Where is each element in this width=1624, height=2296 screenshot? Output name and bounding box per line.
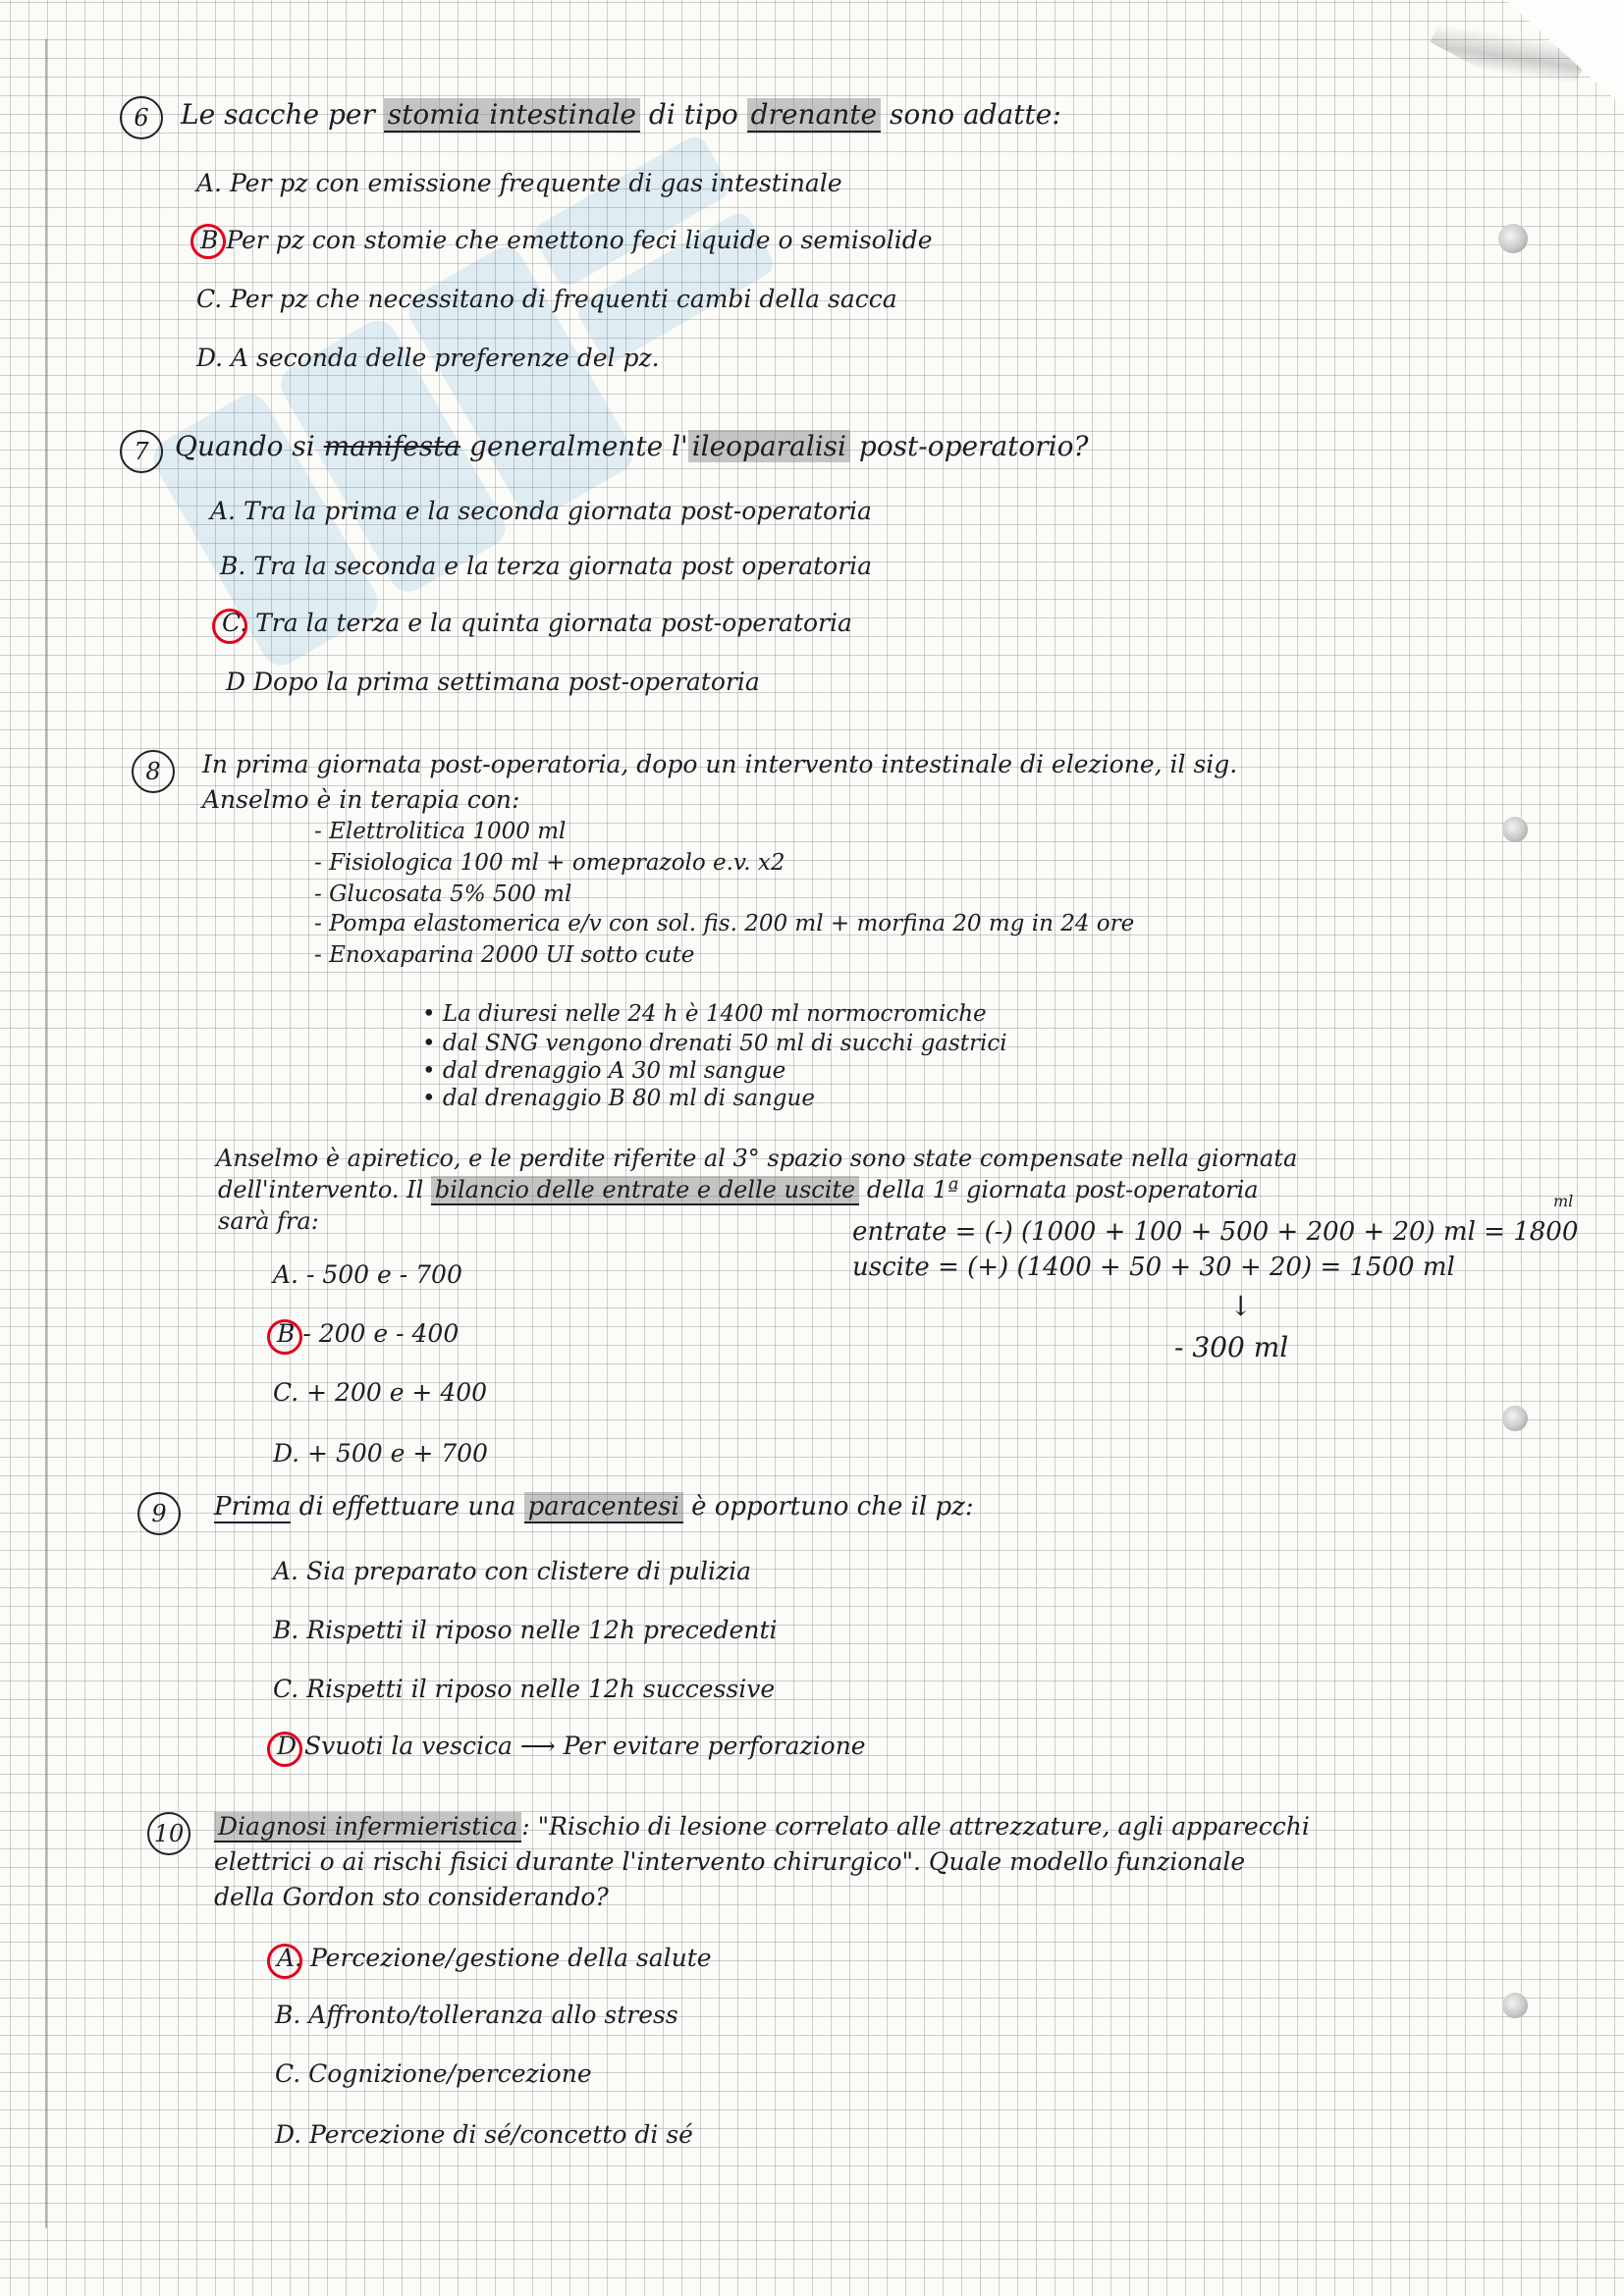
highlighted-term: Diagnosi infermieristica — [214, 1812, 521, 1842]
therapy-item: - Enoxaparina 2000 UI sotto cute — [314, 942, 695, 968]
question-number-label: 8 — [145, 758, 161, 785]
question-text-part: di effettuare una — [298, 1492, 516, 1522]
question-number — [137, 1492, 181, 1535]
question-number-label: 9 — [151, 1500, 167, 1527]
correct-answer-circle — [212, 609, 247, 644]
question-text-part: della 1ª giornata post-operatoria — [866, 1176, 1259, 1203]
answer-option: D Dopo la prima settimana post-operatoria — [226, 667, 760, 696]
highlighted-term: stomia intestinale — [384, 98, 640, 133]
punch-hole — [1498, 224, 1528, 253]
question-number — [120, 96, 163, 139]
calc-entrate: entrate = (-) (1000 + 100 + 500 + 200 + 20) ml = 1800 — [852, 1217, 1579, 1247]
highlighted-term: ileoparalisi — [688, 430, 850, 462]
punch-hole — [1502, 1406, 1528, 1431]
punch-hole — [1502, 1993, 1528, 2018]
question-paragraph: sarà fra: — [218, 1207, 319, 1235]
finding-item: • dal drenaggio B 80 ml di sangue — [422, 1086, 815, 1111]
therapy-item: - Glucosata 5% 500 ml — [314, 881, 572, 907]
answer-option: A. - 500 e - 700 — [273, 1260, 462, 1289]
answer-option: B Per pz con stomie che emettono feci liquide o semisolide — [200, 226, 933, 254]
question-number — [132, 750, 175, 793]
question-text — [181, 98, 1061, 131]
question-text — [175, 430, 1089, 462]
question-text-part: : "Rischio di lesione correlato alle attrezzature, agli apparecchi — [521, 1812, 1310, 1841]
question-paragraph — [218, 1176, 1259, 1203]
answer-option: D. A seconda delle preferenze del pz. — [196, 344, 660, 372]
correct-answer-circle — [267, 1944, 302, 1979]
question-number — [120, 430, 163, 473]
struck-word: manifesta — [323, 430, 461, 462]
correct-answer-circle — [267, 1732, 302, 1767]
answer-option: A. Per pz con emissione frequente di gas intestinale — [196, 169, 842, 197]
correct-answer-circle — [267, 1319, 302, 1355]
question-number-label: 6 — [134, 104, 149, 132]
answer-option: B. Affronto/tolleranza allo stress — [275, 2001, 678, 2029]
question-number-label: 7 — [134, 438, 149, 465]
question-text — [214, 1812, 1310, 1841]
question-number — [147, 1812, 190, 1855]
finding-item: • dal SNG vengono drenati 50 ml di succhi gastrici — [422, 1031, 1007, 1056]
highlighted-term: paracentesi — [524, 1492, 683, 1523]
calc-uscite: uscite = (+) (1400 + 50 + 30 + 20) = 1500 ml — [852, 1253, 1455, 1282]
answer-option: C. Cognizione/percezione — [275, 2059, 592, 2088]
therapy-item: - Fisiologica 100 ml + omeprazolo e.v. x2 — [314, 850, 785, 876]
answer-option: A. Tra la prima e la seconda giornata post-operatoria — [210, 497, 872, 525]
answer-option: D. Percezione di sé/concetto di sé — [275, 2120, 693, 2149]
folded-corner — [1506, 0, 1624, 108]
answer-option: C. Tra la terza e la quinta giornata post-operatoria — [222, 609, 852, 637]
answer-option: D. + 500 e + 700 — [273, 1439, 488, 1468]
highlighted-term: bilancio delle entrate e delle uscite — [431, 1176, 859, 1205]
calc-unit-note: ml — [1553, 1192, 1574, 1210]
answer-option: C. Rispetti il riposo nelle 12h successive — [273, 1675, 776, 1703]
question-paragraph: Anselmo è apiretico, e le perdite riferite al 3° spazio sono state compensate nella giornata — [216, 1145, 1298, 1172]
answer-option: C. + 200 e + 400 — [273, 1378, 488, 1407]
answer-option: B - 200 e - 400 — [277, 1319, 460, 1348]
highlighted-term: drenante — [747, 98, 881, 133]
question-text-part: è opportuno che il pz: — [691, 1492, 974, 1522]
answer-option: B. Tra la seconda e la terza giornata post operatoria — [220, 552, 873, 580]
calc-result: - 300 ml — [1174, 1331, 1289, 1363]
therapy-item: - Elettrolitica 1000 ml — [314, 819, 567, 844]
question-text-line: della Gordon sto considerando? — [214, 1883, 609, 1911]
question-text-line: Anselmo è in terapia con: — [202, 785, 520, 814]
question-text-part: Le sacche per — [181, 98, 375, 131]
finding-item: • La diuresi nelle 24 h è 1400 ml normocromiche — [422, 1001, 987, 1027]
question-text-line: In prima giornata post-operatoria, dopo un intervento intestinale di elezione, il sig. — [202, 750, 1238, 778]
question-number-label: 10 — [153, 1820, 185, 1847]
therapy-item: - Pompa elastomerica e/v con sol. fis. 200 ml + morfina 20 mg in 24 ore — [314, 911, 1135, 936]
question-text-part: Quando si — [175, 430, 315, 462]
answer-option: C. Per pz che necessitano di frequenti cambi della sacca — [196, 285, 897, 313]
margin-rule — [45, 39, 47, 2228]
underlined-word: Prima — [214, 1492, 292, 1522]
correct-answer-circle — [190, 224, 226, 259]
question-text-part: di tipo — [648, 98, 738, 131]
calc-arrow: ↓ — [1229, 1290, 1253, 1322]
answer-option: B. Rispetti il riposo nelle 12h precedenti — [273, 1616, 778, 1644]
answer-option: A. Sia preparato con clistere di pulizia — [273, 1557, 752, 1585]
question-text-part: generalmente l' — [469, 430, 688, 462]
answer-option: A. Percezione/gestione della salute — [277, 1944, 712, 1972]
answer-option: D Svuoti la vescica ⟶ Per evitare perforazione — [277, 1732, 866, 1760]
question-text-part: dell'intervento. Il — [218, 1176, 424, 1203]
punch-hole — [1502, 817, 1528, 842]
question-text-part: sono adatte: — [889, 98, 1061, 131]
finding-item: • dal drenaggio A 30 ml sangue — [422, 1058, 786, 1084]
question-text-part: post-operatorio? — [858, 430, 1089, 462]
question-text — [214, 1492, 974, 1522]
question-text-line: elettrici o ai rischi fisici durante l'intervento chirurgico". Quale modello funzionale — [214, 1847, 1246, 1876]
